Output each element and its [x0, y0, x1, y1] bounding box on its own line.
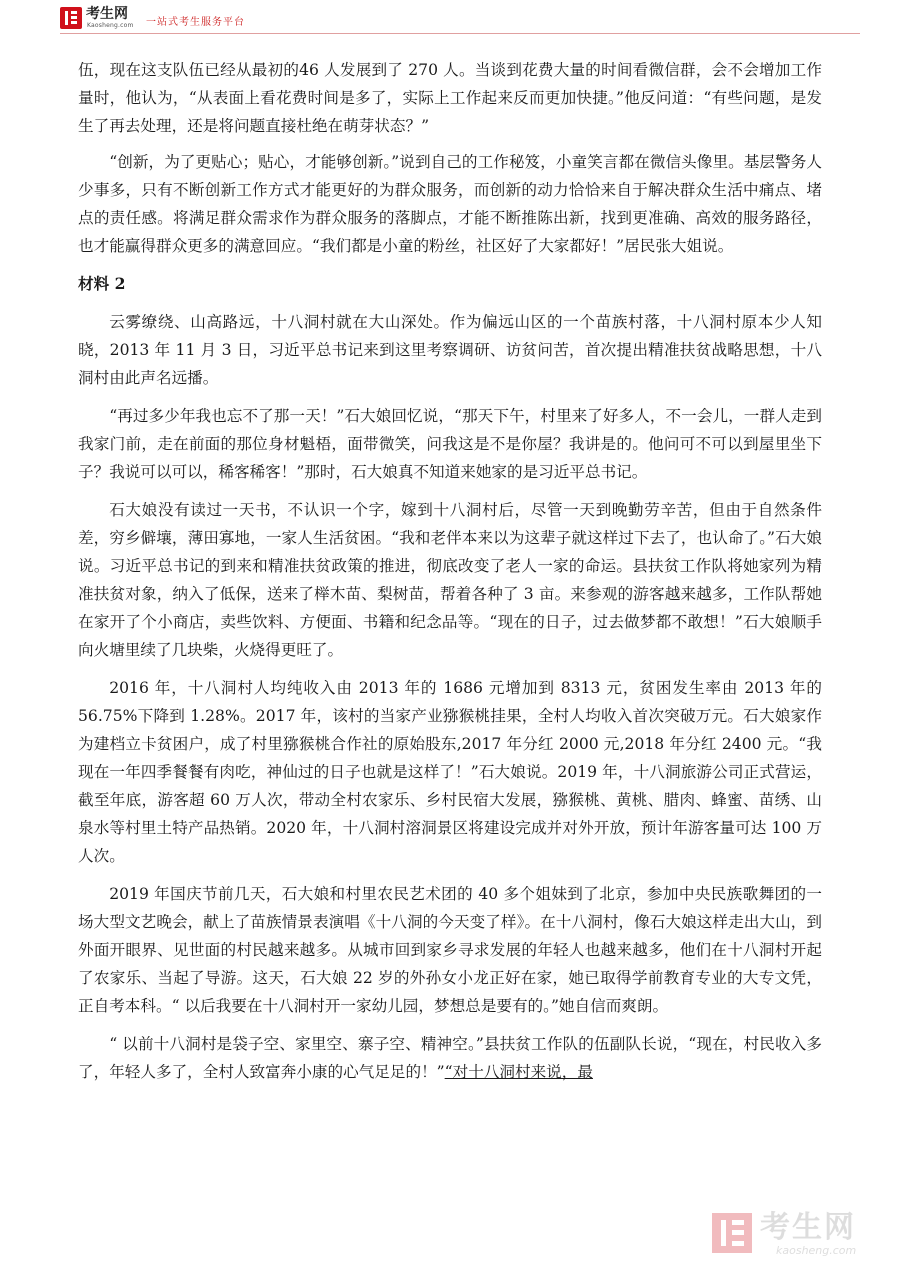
last-paragraph-text: “ 以前十八洞村是袋子空、家里空、寨子空、精神空。”县扶贫工作队的伍副队长说，“现在，村民收入多了，年轻人多了，全村人致富奔小康的心气足足的！”: [78, 1035, 822, 1081]
section-title: 材料 2: [78, 274, 126, 293]
header-divider: [60, 33, 860, 34]
watermark-domain: kaosheng.com: [776, 1244, 857, 1257]
watermark-logo-icon: [712, 1213, 752, 1253]
watermark-text: 考生网: [760, 1210, 856, 1245]
paragraph: 2016 年，十八洞村人均纯收入由 2013 年的 1686 元增加到 8313 元，贫困发生率由 2013 年的 56.75%下降到 1.28%。2017 年，该村的当家产业猕猴桃挂果，全村人均收入首次突破万元。石大娘家作为建档立卡贫困户，成了村里猕猴桃合作社的原始股东,2017 年分红 2000 元,2018 年分红 2400 元。“我现在一年四季餐餐有肉吃，神仙过的日子也就是这样了！”石大娘说。2019 年，十八洞旅游公司正式营运，截至年底，游客超 60 万人次，带动全村农家乐、乡村民宿大发展，猕猴桃、黄桃、腊肉、蜂蜜、苗绣、山泉水等村里土特产品热销。2020 年，十八洞村溶洞景区将建设完成并对外开放，预计年游客量可达 100 万人次。: [78, 679, 822, 865]
watermark: [712, 1209, 882, 1259]
paragraph-continued: 伍，现在这支队伍已经从最初的46 人发展到了 270 人。当谈到花费大量的时间看微信群，会不会增加工作量时，他认为，“从表面上看花费时间是多了，实际上工作起来反而更加快捷。”他反问道：“有些问题，是发生了再去处理，还是将问题直接杜绝在萌芽状态？”: [78, 61, 822, 135]
paragraph: 2019 年国庆节前几天，石大娘和村里农民艺术团的 40 多个姐妹到了北京，参加中央民族歌舞团的一场大型文艺晚会，献上了苗族情景表演唱《十八洞的今天变了样》。在十八洞村，像石大娘这样走出大山，到外面开眼界、见世面的村民越来越多。从城市回到家乡寻求发展的年轻人也越来越多，他们在十八洞村开起了农家乐、当起了导游。这天，石大娘 22 岁的外孙女小龙正好在家，她已取得学前教育专业的大专文凭，正自考本科。“ 以后我要在十八洞村开一家幼儿园，梦想总是要有的。”她自信而爽朗。: [78, 885, 822, 1015]
paragraph: “创新，为了更贴心；贴心，才能够创新。”说到自己的工作秘笈，小童笑言都在微信头像里。基层警务人少事多，只有不断创新工作方式才能更好的为群众服务，而创新的动力恰恰来自于解决群众生活中痛点、堵点的责任感。将满足群众需求作为群众服务的落脚点，才能不断推陈出新，找到更准确、高效的服务路径，也才能赢得群众更多的满意回应。“我们都是小童的粉丝，社区好了大家都好！”居民张大姐说。: [78, 153, 822, 255]
paragraph: 云雾缭绕、山高路远，十八洞村就在大山深处。作为偏远山区的一个苗族村落，十八洞村原本少人知晓，2013 年 11 月 3 日，习近平总书记来到这里考察调研、访贫问苦，首次提出精准扶贫战略思想，十八洞村由此声名远播。: [78, 313, 822, 387]
logo-domain: Kaosheng.com: [87, 22, 134, 29]
kaosheng-logo-icon: [60, 7, 82, 29]
header-slogan: 一站式考生服务平台: [146, 17, 245, 28]
paragraph: “再过多少年我也忘不了那一天！”石大娘回忆说，“那天下午，村里来了好多人，不一会儿，一群人走到我家门前，走在前面的那位身材魁梧，面带微笑，问我这是不是你屋？我讲是的。他问可不可以到屋里坐下子？我说可以可以，稀客稀客！”那时，石大娘真不知道来她家的是习近平总书记。: [78, 407, 822, 481]
underlined-quote: “对十八洞村来说，最: [444, 1063, 593, 1081]
logo-text: 考生网: [86, 6, 128, 22]
document-body: [78, 56, 822, 1096]
paragraph: 石大娘没有读过一天书，不认识一个字，嫁到十八洞村后，尽管一天到晚勤劳辛苦，但由于自然条件差，穷乡僻壤，薄田寡地，一家人生活贫困。“我和老伴本来以为这辈子就这样过下去了，也认命了。”石大娘说。习近平总书记的到来和精准扶贫政策的推进，彻底改变了老人一家的命运。县扶贫工作队将她家列为精准扶贫对象，纳入了低保，送来了榉木苗、梨树苗，帮着各种了 3 亩。来参观的游客越来越多，工作队帮她在家开了个小商店，卖些饮料、方便面、书籍和纪念品等。“现在的日子，过去做梦都不敢想！”石大娘顺手向火塘里续了几块柴，火烧得更旺了。: [78, 501, 822, 659]
paragraph-last: [78, 1030, 822, 1086]
page-header: [60, 4, 860, 36]
